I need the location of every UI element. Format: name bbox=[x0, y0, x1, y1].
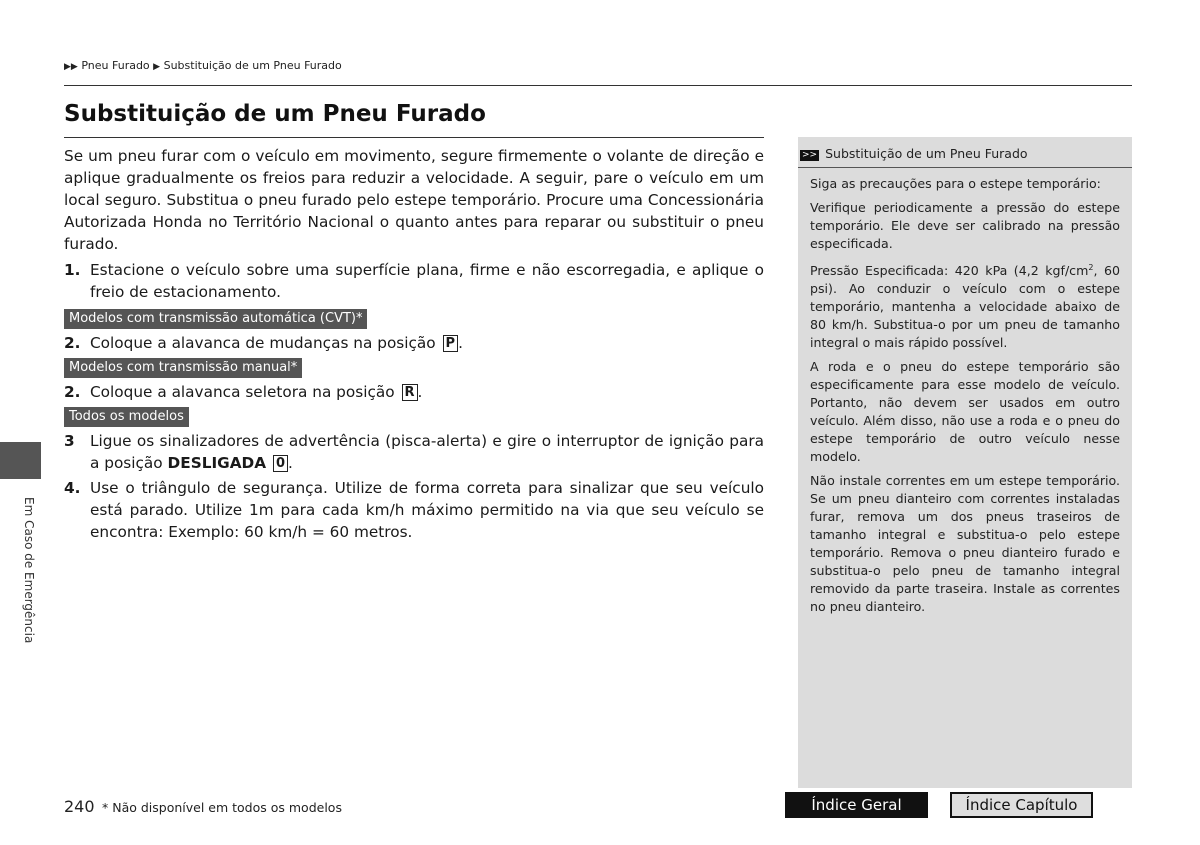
note-paragraph: Verifique periodicamente a pressão do estepe temporário. Ele deve ser calibrado na pressão especificada. bbox=[810, 200, 1120, 251]
step-4 bbox=[64, 477, 764, 543]
model-label-manual: Modelos com transmissão manual* bbox=[64, 358, 302, 378]
intro-paragraph: Se um pneu furar com o veículo em movimento, segure firmemente o volante de direção e aplique gradualmente os freios para reduzir a velocidade. A seguir, pare o veículo em um local seguro. Substitua o pneu furado pelo estepe temporário. Procure uma Concessionária Autorizada Honda no Território Nacional o quanto antes para reparar ou substituir o pneu furado. bbox=[64, 147, 764, 253]
notes-body bbox=[810, 175, 1120, 622]
pressure-text: Pressão Especificada: 420 kPa (4,2 kgf/cm bbox=[810, 263, 1089, 279]
step-text: Coloque a alavanca de mudanças na posição bbox=[90, 334, 436, 352]
note-paragraph: A roda e o pneu do estepe temporário são especificamente para esse modelo de veículo. Portanto, não devem ser usados em outro veículo. Além disso, não use a roda e o pneu do estepe temporário de outro veículo nesse modelo. bbox=[810, 359, 1120, 465]
ignition-position-label: DESLIGADA bbox=[167, 454, 267, 472]
breadcrumb-item-pneu-furado[interactable]: Pneu Furado bbox=[81, 59, 150, 72]
note-paragraph: Siga as precauções para o estepe temporário: bbox=[810, 176, 1101, 191]
chapter-label: Em Caso de Emergência bbox=[22, 497, 36, 644]
note-paragraph: Não instale correntes em um estepe temporário. Se um pneu dianteiro com correntes instaladas furar, remova um dos pneus traseiros de tamanho integral e substitua-o pelo estepe temporário. Remova o pneu dianteiro furado e substitua-o pelo pneu de tamanho integral removido da parte traseira. Instale as correntes no pneu dianteiro. bbox=[810, 473, 1120, 615]
step-number: 2. bbox=[64, 383, 81, 401]
step-number: 3 bbox=[64, 432, 75, 450]
breadcrumb-item-substituicao[interactable]: Substituição de um Pneu Furado bbox=[163, 59, 342, 72]
superscript: 2 bbox=[1088, 263, 1094, 272]
page-number: 240 bbox=[64, 797, 95, 816]
gear-position-p-icon: P bbox=[443, 335, 459, 352]
notes-heading-text: Substituição de um Pneu Furado bbox=[825, 146, 1028, 161]
step-2-manual bbox=[64, 381, 764, 403]
title-divider bbox=[64, 137, 764, 138]
notes-panel bbox=[798, 137, 1132, 788]
notes-heading bbox=[798, 146, 1132, 161]
main-content bbox=[64, 145, 764, 543]
double-arrow-icon: ▶▶ bbox=[64, 62, 78, 72]
step-1 bbox=[64, 259, 764, 303]
footnote: * Não disponível em todos os modelos bbox=[102, 800, 342, 815]
chapter-tab bbox=[0, 442, 41, 479]
arrow-icon: ▶ bbox=[153, 62, 161, 72]
page-title: Substituição de um Pneu Furado bbox=[64, 101, 486, 127]
step-number: 1. bbox=[64, 261, 81, 279]
ignition-position-0-icon: 0 bbox=[273, 455, 288, 472]
chapter-index-button[interactable]: Índice Capítulo bbox=[950, 792, 1093, 818]
step-end: . bbox=[417, 383, 423, 401]
top-divider bbox=[64, 85, 1132, 86]
step-number: 4. bbox=[64, 479, 81, 497]
step-number: 2. bbox=[64, 334, 81, 352]
general-index-button[interactable]: Índice Geral bbox=[785, 792, 928, 818]
step-2-cvt bbox=[64, 332, 764, 354]
double-chevron-icon: >> bbox=[802, 150, 818, 160]
notes-divider bbox=[798, 167, 1132, 168]
step-text: Coloque a alavanca seletora na posição bbox=[90, 383, 395, 401]
gear-position-r-icon: R bbox=[402, 384, 418, 401]
pressure-text-cont: , 60 psi). Ao conduzir o veículo com o estepe temporário, mantenha a velocidade abaixo de 80 km/h. Substitua-o por um pneu de tamanho integral o mais rápido possível. bbox=[810, 263, 1120, 351]
step-text: Use o triângulo de segurança. Utilize de forma correta para sinalizar que seu veículo está parado. Utilize 1m para cada km/h máximo permitido na via que seu veículo se encontra: Exemplo: 60 km/h = 60 metros. bbox=[90, 479, 764, 541]
step-text: Ligue os sinalizadores de advertência (pisca-alerta) e gire o interruptor de ignição para a posição bbox=[90, 432, 764, 472]
step-end: . bbox=[458, 334, 463, 352]
step-3 bbox=[64, 430, 764, 474]
step-text: Estacione o veículo sobre uma superfície plana, firme e não escorregadia, e aplique o freio de estacionamento. bbox=[90, 261, 764, 301]
model-label-all: Todos os modelos bbox=[64, 407, 189, 427]
step-end: . bbox=[288, 454, 293, 472]
breadcrumb bbox=[64, 59, 342, 72]
note-paragraph-pressure bbox=[810, 259, 1120, 352]
model-label-cvt: Modelos com transmissão automática (CVT)* bbox=[64, 309, 367, 329]
